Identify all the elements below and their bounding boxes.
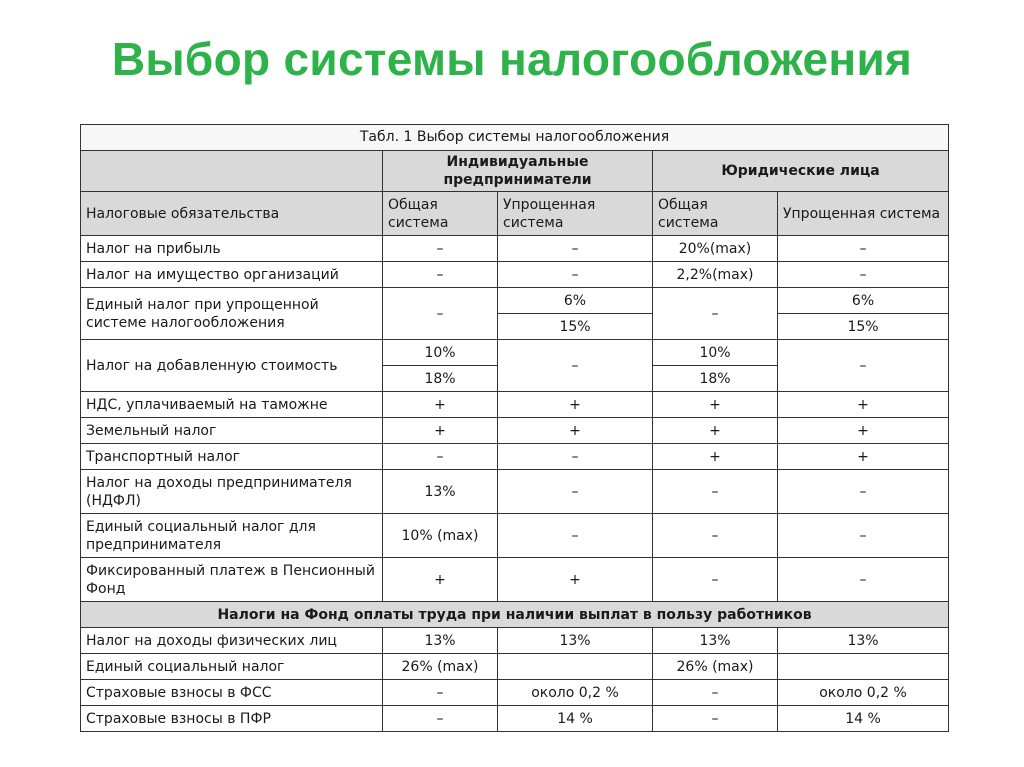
empty-header-cell xyxy=(81,151,383,192)
cell-ip-general: – xyxy=(383,680,498,706)
cell-ul-general-18: 18% xyxy=(653,366,778,392)
cell-ip-general-18: 18% xyxy=(383,366,498,392)
table-row xyxy=(81,470,949,514)
cell-ul-simplified: – xyxy=(778,262,949,288)
row-label: Страховые взносы в ПФР xyxy=(81,706,383,732)
cell-ul-simplified xyxy=(778,654,949,680)
cell-ul-simplified: – xyxy=(778,470,949,514)
cell-ip-general-10: 10% xyxy=(383,340,498,366)
cell-ul-simplified: – xyxy=(778,236,949,262)
table-caption: Табл. 1 Выбор системы налогообложения xyxy=(81,125,949,151)
cell-ip-general: + xyxy=(383,392,498,418)
cell-ip-simplified: + xyxy=(498,558,653,602)
cell-ip-general: + xyxy=(383,558,498,602)
slide-title: Выбор системы налогообложения xyxy=(111,33,913,85)
cell-ip-simplified-15: 15% xyxy=(498,314,653,340)
table-row xyxy=(81,628,949,654)
row-label: Единый налог при упрощенной системе налогообложения xyxy=(81,288,383,340)
cell-ip-general: 13% xyxy=(383,628,498,654)
cell-ip-simplified: – xyxy=(498,514,653,558)
row-label: Страховые взносы в ФСС xyxy=(81,680,383,706)
obligations-header: Налоговые обязательства xyxy=(81,192,383,236)
cell-ip-general: – xyxy=(383,706,498,732)
cell-ul-general: 2,2%(max) xyxy=(653,262,778,288)
group-header-ul: Юридические лица xyxy=(653,151,949,192)
cell-ul-general: – xyxy=(653,680,778,706)
row-label: Налог на доходы предпринимателя (НДФЛ) xyxy=(81,470,383,514)
cell-ul-general: – xyxy=(653,514,778,558)
tax-system-table xyxy=(80,124,949,732)
cell-ul-simplified: 13% xyxy=(778,628,949,654)
cell-ul-simplified: – xyxy=(778,340,949,392)
row-label: Налог на добавленную стоимость xyxy=(81,340,383,392)
cell-ul-simplified: – xyxy=(778,514,949,558)
cell-ul-general: – xyxy=(653,470,778,514)
subheader-row xyxy=(81,192,949,236)
ul-simplified-header: Упрощенная система xyxy=(778,192,949,236)
cell-ul-general: – xyxy=(653,558,778,602)
ul-general-header: Общая система xyxy=(653,192,778,236)
cell-ul-general: 26% (max) xyxy=(653,654,778,680)
row-label: Единый социальный налог xyxy=(81,654,383,680)
table-row xyxy=(81,236,949,262)
cell-ip-simplified: + xyxy=(498,392,653,418)
cell-ul-simplified: + xyxy=(778,392,949,418)
cell-ul-general: + xyxy=(653,392,778,418)
cell-ip-simplified: – xyxy=(498,470,653,514)
section-row xyxy=(81,602,949,628)
cell-ip-general: 10% (max) xyxy=(383,514,498,558)
row-label: Транспортный налог xyxy=(81,444,383,470)
table-caption-row xyxy=(81,125,949,151)
cell-ip-general: – xyxy=(383,444,498,470)
cell-ul-simplified: 14 % xyxy=(778,706,949,732)
table-row xyxy=(81,558,949,602)
cell-ip-general: 26% (max) xyxy=(383,654,498,680)
cell-ip-general: 13% xyxy=(383,470,498,514)
table-row xyxy=(81,680,949,706)
cell-ul-general: 20%(max) xyxy=(653,236,778,262)
cell-ul-simplified: около 0,2 % xyxy=(778,680,949,706)
cell-ip-simplified: – xyxy=(498,236,653,262)
row-label: Налог на имущество организаций xyxy=(81,262,383,288)
ip-simplified-header: Упрощенная система xyxy=(498,192,653,236)
row-label: Налог на прибыль xyxy=(81,236,383,262)
row-label: Фиксированный платеж в Пенсионный Фонд xyxy=(81,558,383,602)
cell-ip-general: – xyxy=(383,288,498,340)
cell-ip-simplified: 14 % xyxy=(498,706,653,732)
table-row xyxy=(81,418,949,444)
table-row xyxy=(81,654,949,680)
row-label: НДС, уплачиваемый на таможне xyxy=(81,392,383,418)
cell-ul-general: + xyxy=(653,444,778,470)
cell-ul-simplified-15: 15% xyxy=(778,314,949,340)
cell-ul-general: 13% xyxy=(653,628,778,654)
cell-ul-simplified: – xyxy=(778,558,949,602)
cell-ip-simplified-6: 6% xyxy=(498,288,653,314)
cell-ip-general: – xyxy=(383,236,498,262)
table-row xyxy=(81,262,949,288)
cell-ul-general-10: 10% xyxy=(653,340,778,366)
table-row xyxy=(81,340,949,366)
ip-general-header: Общая система xyxy=(383,192,498,236)
cell-ip-simplified: – xyxy=(498,262,653,288)
cell-ip-simplified: – xyxy=(498,340,653,392)
group-header-row xyxy=(81,151,949,192)
row-label: Земельный налог xyxy=(81,418,383,444)
cell-ip-general: – xyxy=(383,262,498,288)
table-row xyxy=(81,706,949,732)
cell-ul-general: – xyxy=(653,706,778,732)
cell-ip-simplified: – xyxy=(498,444,653,470)
cell-ip-general: + xyxy=(383,418,498,444)
cell-ul-general: – xyxy=(653,288,778,340)
table-row xyxy=(81,288,949,314)
cell-ul-general: + xyxy=(653,418,778,444)
cell-ip-simplified xyxy=(498,654,653,680)
cell-ul-simplified-6: 6% xyxy=(778,288,949,314)
table-row xyxy=(81,514,949,558)
cell-ul-simplified: + xyxy=(778,444,949,470)
cell-ip-simplified: около 0,2 % xyxy=(498,680,653,706)
cell-ul-simplified: + xyxy=(778,418,949,444)
section-header-payroll: Налоги на Фонд оплаты труда при наличии выплат в пользу работников xyxy=(81,602,949,628)
table-row xyxy=(81,444,949,470)
table-row xyxy=(81,392,949,418)
group-header-ip: Индивидуальные предприниматели xyxy=(383,151,653,192)
cell-ip-simplified: + xyxy=(498,418,653,444)
row-label: Единый социальный налог для предпринимателя xyxy=(81,514,383,558)
cell-ip-simplified: 13% xyxy=(498,628,653,654)
row-label: Налог на доходы физических лиц xyxy=(81,628,383,654)
